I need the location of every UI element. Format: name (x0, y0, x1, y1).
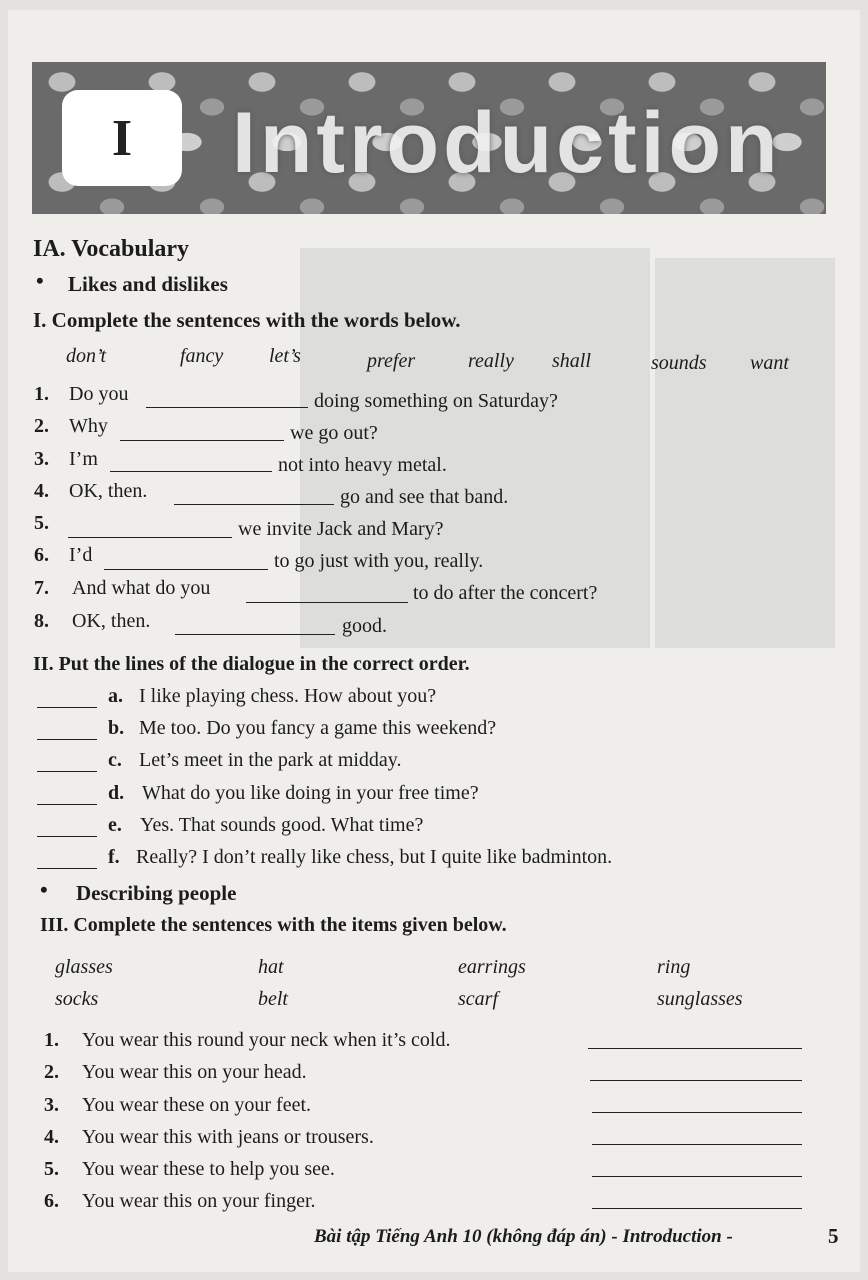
dialogue-letter: a. (108, 685, 123, 707)
dialogue-line: Really? I don’t really like chess, but I quite like badminton. (136, 846, 613, 868)
background-photo-right (655, 258, 835, 648)
item-text-before: Why (69, 415, 108, 437)
item-text: You wear this with jeans or trousers. (82, 1126, 374, 1148)
word-bank-item: socks (55, 988, 99, 1010)
page-number: 5 (828, 1224, 839, 1248)
answer-blank[interactable] (592, 1176, 802, 1177)
word-bank-item: ring (657, 956, 691, 978)
word-bank-item: sounds (651, 352, 707, 374)
word-bank-item: earrings (458, 956, 526, 978)
chapter-number: I (62, 90, 182, 186)
word-bank-item: glasses (55, 956, 113, 978)
item-text: You wear this round your neck when it’s cold. (82, 1029, 451, 1051)
word-bank-item: sunglasses (657, 988, 743, 1010)
order-blank[interactable] (37, 739, 97, 740)
item-number: 6. (44, 1190, 59, 1212)
answer-blank[interactable] (592, 1112, 802, 1113)
word-bank-item: hat (258, 956, 284, 978)
word-bank-item: want (750, 352, 789, 374)
dialogue-letter: d. (108, 782, 125, 804)
word-bank-item: prefer (367, 350, 416, 372)
order-blank[interactable] (37, 771, 97, 772)
dialogue-line: Let’s meet in the park at midday. (139, 749, 402, 771)
answer-blank[interactable] (146, 407, 308, 408)
answer-blank[interactable] (590, 1080, 802, 1081)
exercise-3-instruction: III. Complete the sentences with the items given below. (40, 914, 507, 936)
section-title: IA. Vocabulary (33, 236, 190, 262)
item-text-before: I’m (69, 448, 98, 470)
chapter-banner (32, 62, 826, 214)
dialogue-line: Yes. That sounds good. What time? (140, 814, 424, 836)
dialogue-line: I like playing chess. How about you? (139, 685, 437, 707)
answer-blank[interactable] (110, 471, 272, 472)
answer-blank[interactable] (592, 1144, 802, 1145)
dialogue-letter: f. (108, 846, 120, 868)
bullet-icon: • (40, 877, 48, 902)
item-text-after: not into heavy metal. (278, 454, 447, 476)
order-blank[interactable] (37, 868, 97, 869)
item-text: You wear these on your feet. (82, 1094, 312, 1116)
item-text-after: good. (342, 615, 387, 637)
item-text: You wear this on your finger. (82, 1190, 316, 1212)
item-text-after: go and see that band. (340, 486, 509, 508)
item-text-before: I’d (69, 544, 93, 566)
word-bank-item: belt (258, 988, 288, 1010)
answer-blank[interactable] (588, 1048, 802, 1049)
item-number: 4. (44, 1126, 59, 1148)
item-text-before: OK, then. (72, 610, 151, 632)
item-text-after: doing something on Saturday? (314, 390, 558, 412)
item-number: 5. (44, 1158, 59, 1180)
answer-blank[interactable] (175, 634, 335, 635)
item-number: 7. (34, 577, 49, 599)
item-number: 2. (34, 415, 49, 437)
answer-blank[interactable] (246, 602, 408, 603)
exercise-1-instruction: I. Complete the sentences with the words below. (33, 308, 461, 332)
item-text-before: OK, then. (69, 480, 148, 502)
item-text-before: And what do you (72, 577, 211, 599)
dialogue-line: Me too. Do you fancy a game this weekend? (139, 717, 497, 739)
item-number: 8. (34, 610, 49, 632)
answer-blank[interactable] (104, 569, 268, 570)
exercise-2-instruction: II. Put the lines of the dialogue in the correct order. (33, 653, 470, 675)
bullet-icon: • (36, 268, 44, 293)
item-number: 1. (34, 383, 49, 405)
dialogue-letter: c. (108, 749, 122, 771)
item-number: 5. (34, 512, 49, 534)
topic-likes: Likes and dislikes (68, 272, 228, 296)
topic-describing-people: Describing people (76, 881, 237, 905)
item-number: 6. (34, 544, 49, 566)
dialogue-letter: e. (108, 814, 122, 836)
order-blank[interactable] (37, 804, 97, 805)
word-bank-item: don’t (66, 345, 106, 367)
answer-blank[interactable] (592, 1208, 802, 1209)
dialogue-letter: b. (108, 717, 125, 739)
answer-blank[interactable] (174, 504, 334, 505)
item-number: 3. (34, 448, 49, 470)
item-text: You wear this on your head. (82, 1061, 307, 1083)
item-text-after: to do after the concert? (413, 582, 598, 604)
word-bank-item: scarf (458, 988, 498, 1010)
page-footer: Bài tập Tiếng Anh 10 (không đáp án) - Introduction - (314, 1226, 733, 1247)
item-text-after: we invite Jack and Mary? (238, 518, 444, 540)
word-bank-item: fancy (180, 345, 224, 367)
item-number: 2. (44, 1061, 59, 1083)
item-number: 4. (34, 480, 49, 502)
item-number: 1. (44, 1029, 59, 1051)
item-text-before: Do you (69, 383, 129, 405)
order-blank[interactable] (37, 836, 97, 837)
order-blank[interactable] (37, 707, 97, 708)
item-text-after: to go just with you, really. (274, 550, 484, 572)
word-bank-item: let’s (269, 345, 301, 367)
dialogue-line: What do you like doing in your free time? (142, 782, 479, 804)
item-text-after: we go out? (290, 422, 378, 444)
item-number: 3. (44, 1094, 59, 1116)
item-text: You wear these to help you see. (82, 1158, 335, 1180)
answer-blank[interactable] (120, 440, 284, 441)
answer-blank[interactable] (68, 537, 232, 538)
word-bank-item: really (468, 350, 514, 372)
chapter-title: Introduction (232, 95, 782, 191)
word-bank-item: shall (552, 350, 591, 372)
